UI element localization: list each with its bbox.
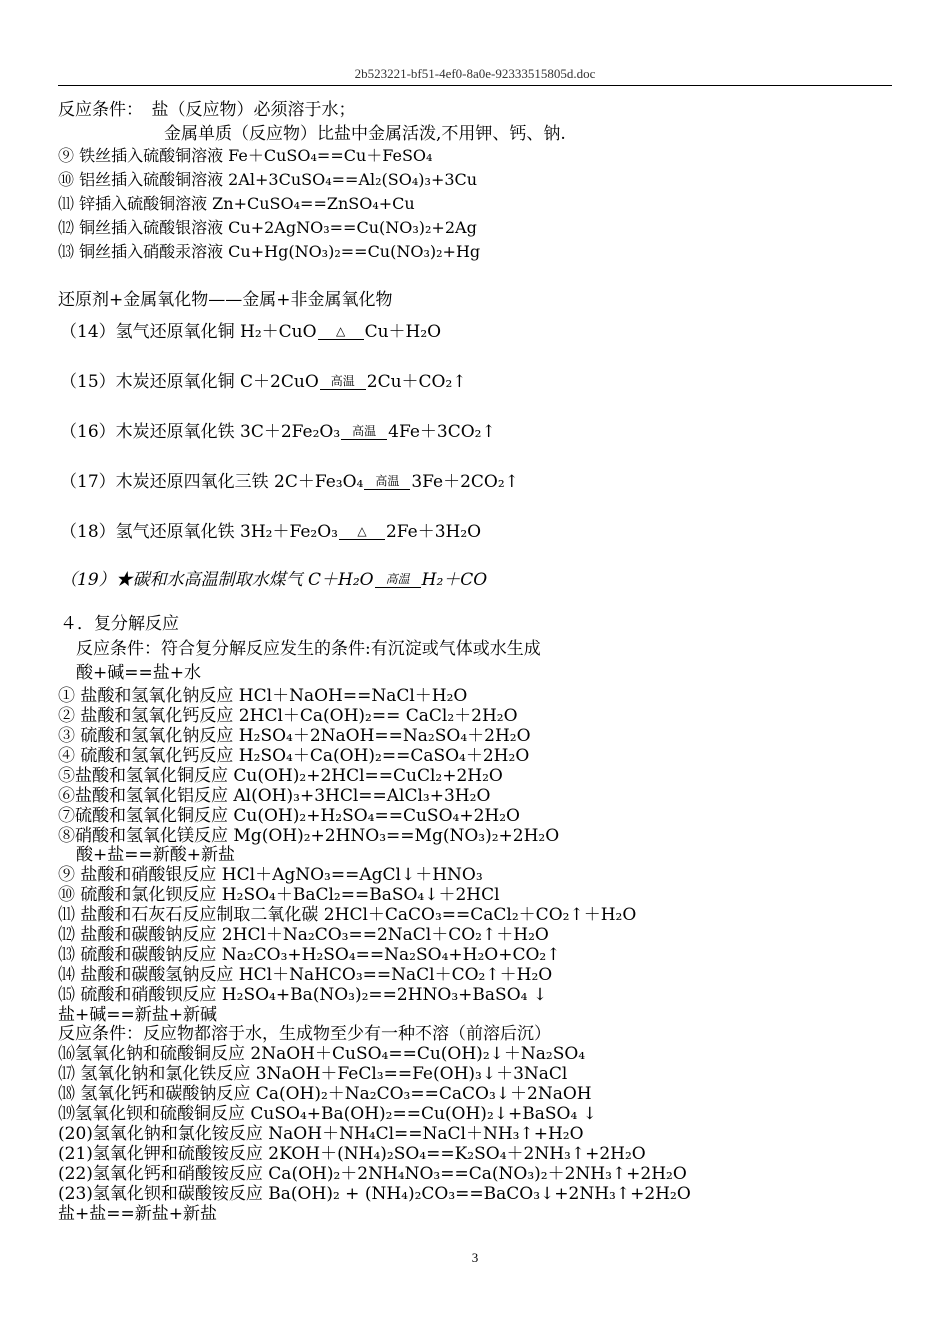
reaction-products: 2Fe＋3H₂O (385, 522, 482, 542)
lines_bottom-line: ⑩ 硫酸和氯化钡反应 H₂SO₄＋BaCl₂==BaSO₄↓＋2HCl (58, 885, 500, 905)
lines_top-line: ⑩ 铝丝插入硫酸铜溶液 2Al+3CuSO₄==Al₂(SO₄)₃+3Cu (58, 170, 478, 189)
lines_bottom-line: 盐+碱==新盐+新碱 (58, 1005, 217, 1025)
lines_bottom-line: ⒄ 氢氧化钠和氯化铁反应 3NaOH＋FeCl₃==Fe(OH)₃↓＋3NaCl (58, 1064, 568, 1084)
lines_top-line: ⒀ 铜丝插入硝酸汞溶液 Cu+Hg(NO₃)₂==Cu(NO₃)₂+Hg (58, 242, 481, 261)
lines_bottom-line: ⑨ 盐酸和硝酸银反应 HCl＋AgNO₃==AgCl↓＋HNO₃ (58, 865, 483, 885)
reaction-reactants: （19）★碳和水高温制取水煤气 C＋H₂O (60, 570, 374, 590)
reaction-reactants: （17）木炭还原四氧化三铁 2C＋Fe₃O₄ (60, 472, 364, 492)
lines_bottom-line: ⒅ 氢氧化钙和碳酸钠反应 Ca(OH)₂＋Na₂CO₃==CaCO₃↓＋2NaOH (58, 1084, 592, 1104)
lines_bottom-line: (23)氢氧化钡和碳酸铵反应 Ba(OH)₂ + (NH₄)₂CO₃==BaCO₃↓+2NH₃↑+2H₂O (58, 1184, 691, 1204)
lines_bottom-line: ④ 硫酸和氢氧化钙反应 H₂SO₄＋Ca(OH)₂==CaSO₄＋2H₂O (58, 746, 530, 766)
lines_top-line: 金属单质（反应物）比盐中金属活泼,不用钾、钙、钠. (164, 124, 566, 144)
lines_bottom-line: (21)氢氧化钾和硫酸铵反应 2KOH＋(NH₄)₂SO₄==K₂SO₄＋2NH₃↑+2H₂O (58, 1144, 646, 1164)
reaction-with-condition (60, 324, 441, 341)
lines_top-line: ⑾ 锌插入硫酸铜溶液 Zn+CuSO₄==ZnSO₄+Cu (58, 194, 415, 213)
lines_bottom-line: ４．复分解反应 (60, 614, 179, 634)
document-header-filename: 2b523221-bf51-4ef0-8a0e-92333515805d.doc (354, 66, 596, 81)
reaction-reactants: （16）木炭还原氧化铁 3C＋2Fe₂O₃ (60, 422, 341, 442)
reaction-condition-label: 高温 (364, 475, 410, 490)
lines_bottom-line: ⑥盐酸和氢氧化铝反应 Al(OH)₃+3HCl==AlCl₃+3H₂O (58, 786, 491, 806)
lines_top-line: ⑨ 铁丝插入硫酸铜溶液 Fe＋CuSO₄==Cu＋FeSO₄ (58, 146, 433, 165)
reaction-products: H₂＋CO (421, 570, 488, 590)
header-rule (58, 85, 892, 86)
reaction-reactants: （15）木炭还原氧化铜 C＋2CuO (60, 372, 319, 392)
reaction-products: 3Fe＋2CO₂↑ (411, 472, 519, 492)
reaction-condition-label: 高温 (341, 425, 387, 440)
reaction-with-condition (60, 524, 481, 541)
lines_bottom-line: ⒆氢氧化钡和硫酸铜反应 CuSO₄+Ba(OH)₂==Cu(OH)₂↓+BaSO₄ ↓ (58, 1104, 597, 1124)
lines_bottom-line: 盐+盐==新盐+新盐 (58, 1204, 217, 1224)
lines_bottom-line: ⒁ 盐酸和碳酸氢钠反应 HCl＋NaHCO₃==NaCl＋CO₂↑＋H₂O (58, 965, 553, 985)
lines_bottom-line: 反应条件：符合复分解反应发生的条件:有沉淀或气体或水生成 (76, 639, 541, 659)
reaction-reactants: （18）氢气还原氧化铁 3H₂＋Fe₂O₃ (60, 522, 338, 542)
lines_bottom-line: 反应条件：反应物都溶于水，生成物至少有一种不溶（前溶后沉） (58, 1024, 551, 1044)
lines_bottom-line: 酸+碱==盐+水 (76, 663, 201, 683)
reaction-products: 4Fe＋3CO₂↑ (388, 422, 496, 442)
reaction-condition-label: 高温 (320, 375, 366, 390)
lines_bottom-line: 酸+盐==新酸+新盐 (76, 845, 235, 865)
reaction-products: Cu＋H₂O (364, 322, 442, 342)
lines_bottom-line: (20)氢氧化钠和氯化铵反应 NaOH＋NH₄Cl==NaCl＋NH₃↑+H₂O (58, 1124, 584, 1144)
reaction-with-condition (60, 572, 487, 589)
lines_bottom-line: ⒂ 硫酸和硝酸钡反应 H₂SO₄+Ba(NO₃)₂==2HNO₃+BaSO₄ ↓ (58, 985, 548, 1005)
lines_top-line: 反应条件： 盐（反应物）必须溶于水； (58, 100, 356, 120)
page-number: 3 (471, 1250, 479, 1265)
lines_bottom-line: ⑿ 盐酸和碳酸钠反应 2HCl＋Na₂CO₃==2NaCl＋CO₂↑＋H₂O (58, 925, 549, 945)
reaction-reactants: （14）氢气还原氧化铜 H₂＋CuO (60, 322, 317, 342)
lines_bottom-line: ⑤盐酸和氢氧化铜反应 Cu(OH)₂+2HCl==CuCl₂+2H₂O (58, 766, 503, 786)
lines_top-line: ⑿ 铜丝插入硫酸银溶液 Cu+2AgNO₃==Cu(NO₃)₂+2Ag (58, 218, 477, 237)
lines_bottom-line: (22)氢氧化钙和硝酸铵反应 Ca(OH)₂＋2NH₄NO₃==Ca(NO₃)₂＋2NH₃↑+2H₂O (58, 1164, 687, 1184)
lines_top-line: 还原剂+金属氧化物——金属+非金属氧化物 (58, 290, 393, 310)
lines_bottom-line: ⒀ 硫酸和碳酸钠反应 Na₂CO₃+H₂SO₄==Na₂SO₄+H₂O+CO₂↑ (58, 945, 561, 965)
reaction-with-condition (60, 424, 496, 441)
reaction-condition-label: △ (339, 525, 385, 540)
lines_bottom-line: ② 盐酸和氢氧化钙反应 2HCl＋Ca(OH)₂== CaCl₂＋2H₂O (58, 706, 518, 726)
lines_bottom-line: ① 盐酸和氢氧化钠反应 HCl＋NaOH==NaCl＋H₂O (58, 686, 468, 706)
lines_bottom-line: ③ 硫酸和氢氧化钠反应 H₂SO₄＋2NaOH==Na₂SO₄＋2H₂O (58, 726, 531, 746)
lines_bottom-line: ⑾ 盐酸和石灰石反应制取二氧化碳 2HCl＋CaCO₃==CaCl₂＋CO₂↑＋H₂O (58, 905, 637, 925)
lines_bottom-line: ⑦硫酸和氢氧化铜反应 Cu(OH)₂+H₂SO₄==CuSO₄+2H₂O (58, 806, 520, 826)
reaction-condition-label: △ (318, 325, 364, 340)
lines_bottom-line: ⒃氢氧化钠和硫酸铜反应 2NaOH＋CuSO₄==Cu(OH)₂↓＋Na₂SO₄ (58, 1044, 586, 1064)
reaction-with-condition (60, 374, 467, 391)
lines_bottom-line: ⑧硝酸和氢氧化镁反应 Mg(OH)₂+2HNO₃==Mg(NO₃)₂+2H₂O (58, 826, 560, 846)
reaction-condition-label: 高温 (375, 573, 421, 588)
reaction-products: 2Cu＋CO₂↑ (366, 372, 467, 392)
reaction-with-condition (60, 474, 519, 491)
